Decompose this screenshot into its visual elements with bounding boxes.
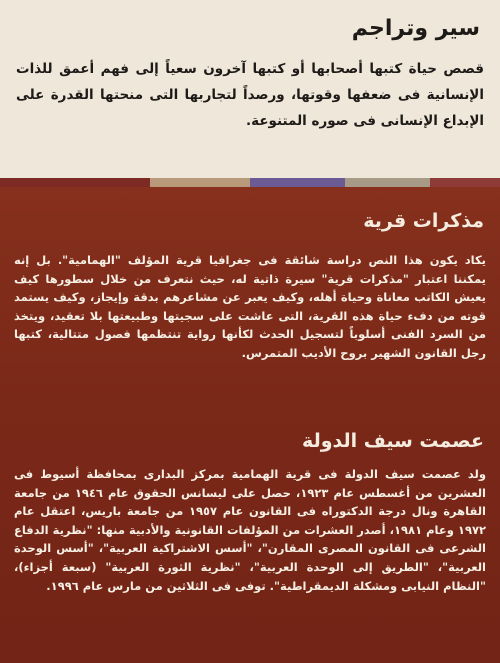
book-description: يكاد يكون هذا النص دراسة شائقة فى جغرافيا قرية المؤلف "الهمامية". بل إنه يمكننا اعتبار "مذكرات قرية" سيرة ذاتية له، حيث نتعرف من خلال سطورها كيف يعيش الكاتب معاناة وحياة أهله، وكيف يعبر عن مشاعرهم بدقة وإيجاز، وكيف يستمد قوته من دفء حياة هذه القرية، التى عاشت على سجيتها وطبيعتها بلا تعقيد، ويتخذ من السرد الفنى أسلوباً لتسجيل الحدث لكأنها رواية تنتظمها فصول متتالية، كتبها رجل القانون الشهير بروح الأديب المتمرس. <box>14 253 486 360</box>
color-stripe <box>0 178 500 187</box>
author-biography: ولد عصمت سيف الدولة فى قرية الهمامية بمركز البدارى بمحافظة أسيوط فى العشرين من أغسطس عام ١٩٢٣، حصل على ليسانس الحقوق عام ١٩٤٦ من جامعة القاهرة ونال درجة الدكتوراه فى القانون عام ١٩٥٧ من جامعة باريس، اعتقل عام ١٩٧٢ وعام ١٩٨١، أصدر العشرات من المؤلفات القانونية والأدبية منها: "نظرية الدفاع الشرعى فى القانون المصرى المقارن"، "أسس الاشتراكية العربية"، "أسس الوحدة العربية"، "الطريق إلى الوحدة العربية"، "نظرية الثورة العربية" (سبعة أجزاء)، "النظام النيابى ومشكلة الديمقراطية". توفى فى الثلاثين من مارس عام ١٩٩٦. <box>14 467 486 593</box>
series-intro: قصص حياة كتبها أصحابها أو كتبها آخرون سعياً إلى فهم أعمق للذات الإنسانية فى ضعفها وقوتها، ورصداً لتجاربها التى منحتها القدرة على الإبداع الإنسانى فى صوره المتنوعة. <box>16 61 484 129</box>
book-title-heading: مذكرات قرية <box>363 210 484 232</box>
stripe-segment <box>0 178 150 187</box>
stripe-segment <box>150 178 250 187</box>
stripe-segment <box>345 178 430 187</box>
series-header <box>0 0 500 178</box>
series-title: سير وتراجم <box>351 16 480 41</box>
stripe-segment <box>430 178 500 187</box>
author-name-heading: عصمت سيف الدولة <box>302 430 484 452</box>
stripe-segment <box>250 178 345 187</box>
content-panel <box>0 187 500 663</box>
